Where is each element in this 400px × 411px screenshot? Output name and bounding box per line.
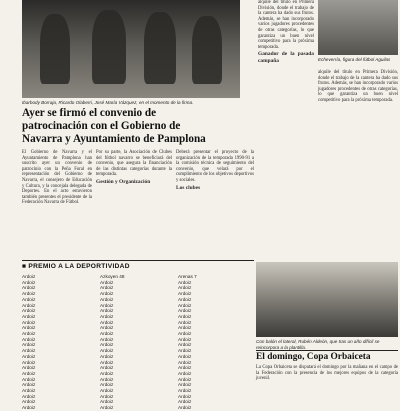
ranking-entry: Ardoiz xyxy=(100,399,114,405)
person-figure xyxy=(144,12,176,84)
ranking-entry: Ardoiz xyxy=(100,388,114,394)
right-article-body: alquile del título en Primera División, donde el trabajo de la cantera ha dado sus frutos. Además, se han incorporado varios jugadores procedentes de otras categorías, lo que garantiza un buen nivel competitivo para la próxima temporada. xyxy=(258,0,314,50)
ranking-entry: Ardoiz xyxy=(178,393,192,399)
ranking-entry: Ardoiz xyxy=(178,296,192,302)
ranking-entry: Arenas 7 xyxy=(178,274,197,279)
ranking-entry: Ardoiz xyxy=(100,319,114,325)
ranking-entry: Ardoiz xyxy=(22,365,36,371)
ranking-entry: Ardoiz xyxy=(22,274,36,279)
ranking-entry: Ardoiz xyxy=(100,296,114,302)
headline-line3: Navarra y Ayuntamiento de Pamplona xyxy=(22,133,206,145)
ranking-entry: Ardoiz xyxy=(178,376,192,382)
ranking-entry: Ardoiz xyxy=(100,348,114,354)
ranking-entry: Ardoiz xyxy=(22,296,36,302)
ranking-entry: Ardoiz xyxy=(22,359,36,365)
ranking-entry: Ardoiz xyxy=(100,331,114,337)
ranking-entry: Ardoiz xyxy=(22,342,36,348)
copa-headline: El domingo, Copa Orbaiceta xyxy=(256,352,371,362)
ranking-entry: Ardoiz xyxy=(22,313,36,319)
player-photo xyxy=(318,0,398,55)
signing-photo xyxy=(22,0,240,98)
team-photo xyxy=(256,262,398,337)
article-col3 xyxy=(176,150,254,255)
person-figure xyxy=(40,14,70,84)
ranking-entry: Ardoiz xyxy=(100,291,114,297)
ranking-entry: Ardoiz xyxy=(178,319,192,325)
ranking-entry: Ardoiz xyxy=(100,370,114,376)
ranking-entry: Ardoiz xyxy=(100,302,114,308)
article-col3-subhead: Los clubes xyxy=(176,184,201,191)
ranking-entry: Ardoiz xyxy=(22,388,36,394)
ranking-entry: Ardoiz xyxy=(22,336,36,342)
ranking-entry: Ardoiz xyxy=(22,319,36,325)
ranking-entry: Ardoiz xyxy=(178,359,192,365)
ranking-entry: Ardoiz xyxy=(22,405,36,411)
ranking-entry: Ardoiz xyxy=(22,291,36,297)
ranking-entry: Ardoiz xyxy=(178,302,192,308)
ranking-entry: Ardoiz xyxy=(22,348,36,354)
ranking-entry: Ardoiz xyxy=(22,353,36,359)
ranking-entry: Ardoiz xyxy=(178,313,192,319)
ranking-entry: Ardoiz xyxy=(100,279,114,285)
ranking-entry: Ardoiz xyxy=(178,285,192,291)
ranking-entry: Ardoiz xyxy=(178,382,192,388)
ranking-entry: Ardoiz xyxy=(100,342,114,348)
person-figure xyxy=(192,16,222,84)
ranking-entry: Ardoiz xyxy=(178,325,192,331)
ranking-entry: Ardoiz xyxy=(178,370,192,376)
ranking-entry: Azkoyen 48 xyxy=(100,274,125,279)
ranking-entry: Ardoiz xyxy=(178,336,192,342)
ranking-entry: Ardoiz xyxy=(22,325,36,331)
headline-line1: Ayer se firmó el convenio de xyxy=(22,107,157,119)
ranking-entry: Ardoiz xyxy=(22,279,36,285)
ranking-entry: Ardoiz xyxy=(100,285,114,291)
ranking-entry: Ardoiz xyxy=(22,370,36,376)
ranking-entry: Ardoiz xyxy=(178,405,192,411)
ranking-entry: Ardoiz xyxy=(100,393,114,399)
headline-line2: patrocinación con el Gobierno de xyxy=(22,120,181,132)
ranking-entry: Ardoiz xyxy=(100,376,114,382)
player-caption: Echeverría, figura del fútbol Aguilas xyxy=(318,57,391,62)
ranking-entry: Ardoiz xyxy=(178,388,192,394)
ranking-entry: Ardoiz xyxy=(100,336,114,342)
ranking-entry: Ardoiz xyxy=(22,382,36,388)
ranking-entry: Ardoiz xyxy=(100,365,114,371)
copa-rule xyxy=(256,350,398,351)
ranking-entry: Ardoiz xyxy=(178,342,192,348)
ranking-entry: Ardoiz xyxy=(100,359,114,365)
ranking-entry: Ardoiz xyxy=(22,376,36,382)
ranking-entry: Ardoiz xyxy=(22,302,36,308)
article-col2-text: Por su parte, la Asociación de Clubes del fútbol navarro se beneficiará del convenio, que asegura la financiación de las distintas categorías durante la temporada. xyxy=(96,150,172,178)
ranking-entry: Ardoiz xyxy=(22,399,36,405)
ranking-entry: Ardoiz xyxy=(100,405,114,411)
ranking-entry: Ardoiz xyxy=(178,308,192,314)
team-caption: Con balón el lateral, Rubén Aldeón, que tras un año difícil se reincorpora a la plantilla. xyxy=(256,339,380,350)
ranking-entry: Ardoiz xyxy=(100,325,114,331)
ranking-entry: Ardoiz xyxy=(178,279,192,285)
ranking-entry: Ardoiz xyxy=(22,285,36,291)
right-article-text xyxy=(258,0,314,255)
ranking-col3 xyxy=(178,274,252,411)
right-article-text-2: alquile del título en Primera División, donde el trabajo de la cantera ha dado sus frutos. Además, se han incorporado varios jugadores procedentes de otras categorías, lo que garantiza un buen nivel competitivo para la próxima temporada. xyxy=(318,70,398,103)
ranking-entry: Ardoiz xyxy=(100,308,114,314)
ranking-entry: Ardoiz xyxy=(178,331,192,337)
person-figure xyxy=(92,10,126,84)
article-col2-subhead: Gestión y Organización xyxy=(96,178,151,185)
ranking-entry: Ardoiz xyxy=(100,353,114,359)
ranking-col2 xyxy=(100,274,174,411)
article-col2 xyxy=(96,150,172,255)
ranking-entry: Ardoiz xyxy=(22,308,36,314)
article-col3-text: Deberá presentar el proyecto de la organización de la temporada 1990-91 a la comisión técnica de seguimiento del convenio, que velará por el cumplimiento de los objetivos deportivos y sociales. xyxy=(176,150,254,183)
ranking-entry: Ardoiz xyxy=(178,348,192,354)
section-title: ■ PREMIO A LA DEPORTIVIDAD xyxy=(22,263,130,270)
ranking-entry: Ardoiz xyxy=(178,291,192,297)
ranking-entry: Ardoiz xyxy=(178,353,192,359)
ranking-entry: Ardoiz xyxy=(22,393,36,399)
ranking-entry: Ardoiz xyxy=(22,331,36,337)
ranking-entry: Ardoiz xyxy=(178,399,192,405)
ranking-col1 xyxy=(22,274,96,411)
ranking-entry: Ardoiz xyxy=(100,382,114,388)
ranking-entry: Ardoiz xyxy=(178,365,192,371)
section-rule xyxy=(22,260,254,261)
photo-caption: Ibarbody Borraja, Ricardo Olaberri, José María Vázquez, en el momento de la firma. xyxy=(22,100,194,105)
article-col1: El Gobierno de Navarra y el Ayuntamiento de Pamplona han suscrito ayer un convenio de patrocinio con la Peña Foral en representación del Gobierno de Navarra, el consejero de Educación y Cultura, y la concejala delegada de Deportes. En el acto estuvieron también presentes el presidente de la Federación Navarra de Fútbol. xyxy=(22,150,92,206)
copa-text: La Copa Orbaiceta se disputará el domingo por la mañana en el campo de la Federación con la presencia de los mejores equipos de la categoría juvenil. xyxy=(256,365,398,382)
ranking-entry: Ardoiz xyxy=(100,313,114,319)
right-article-subhead: Ganador de la pasada campaña xyxy=(258,51,314,65)
